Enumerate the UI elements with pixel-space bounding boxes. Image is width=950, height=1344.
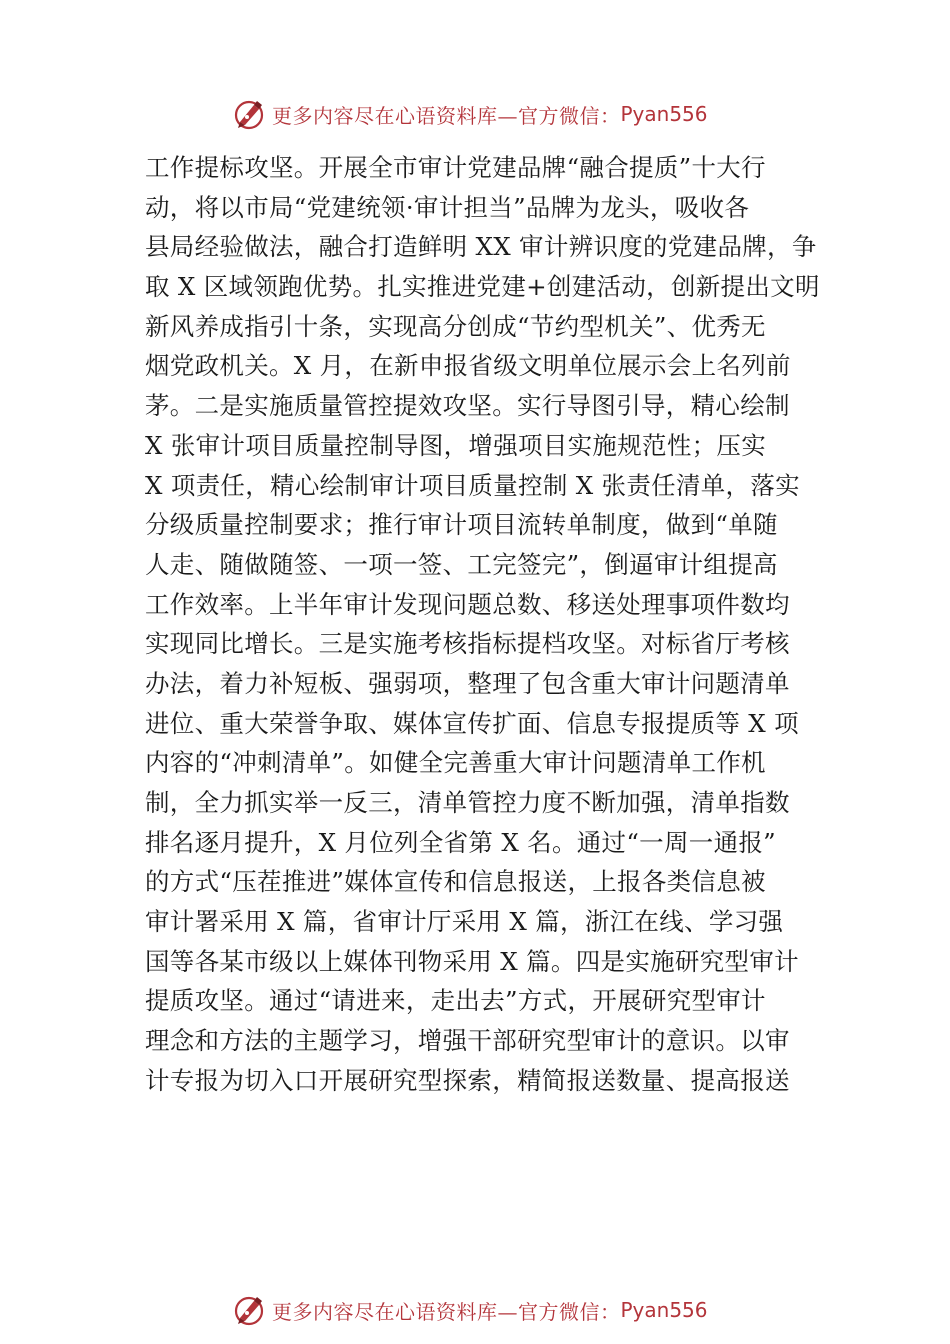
body-line: 排名逐月提升，X 月位列全省第 X 名。通过“一周一通报” [145, 827, 776, 857]
body-line: 烟党政机关。X 月，在新申报省级文明单位展示会上名列前 [145, 351, 791, 381]
body-line: 进位、重大荣誉争取、媒体宣传扩面、信息专报提质等 X 项 [145, 708, 799, 738]
header-watermark [232, 94, 752, 134]
body-line: 的方式“压茬推进”媒体宣传和信息报送，上报各类信息被 [145, 867, 766, 897]
body-line: 理念和方法的主题学习，增强干部研究型审计的意识。以审 [145, 1026, 790, 1056]
document-body [145, 148, 820, 1101]
body-line: 工作提标攻坚。开展全市审计党建品牌“融合提质”十大行 [145, 153, 766, 182]
body-line: 茅。二是实施质量管控提效攻坚。实行导图引导，精心绘制 [145, 391, 790, 421]
body-line: X 张审计项目质量控制导图，增强项目实施规范性；压实 [145, 430, 767, 460]
body-line: 分级质量控制要求；推行审计项目流转单制度，做到“单随 [145, 510, 778, 540]
body-line: X 项责任，精心绘制审计项目质量控制 X 张责任清单，落实 [145, 470, 800, 500]
body-line: 国等各某市级以上媒体刊物采用 X 篇。四是实施研究型审计 [145, 946, 799, 976]
body-line: 新风养成指引十条，实现高分创成“节约型机关”、优秀无 [145, 311, 766, 341]
watermark-wechat-id: Pyan556 [620, 1298, 708, 1322]
watermark-wechat-id: Pyan556 [620, 102, 708, 126]
watermark-text: 更多内容尽在心语资料库—官方微信： [272, 103, 621, 128]
body-line: 实现同比增长。三是实施考核指标提档攻坚。对标省厅考核 [145, 629, 790, 659]
body-line: 工作效率。上半年审计发现问题总数、移送处理事项件数均 [145, 589, 790, 619]
body-line: 动，将以市局“党建统领·审计担当”品牌为龙头，吸收各 [145, 192, 750, 222]
pen-seal-icon [232, 1292, 268, 1328]
body-line: 人走、随做随签、一项一签、工完签完”，倒逼审计组提高 [145, 549, 778, 579]
body-line: 办法，着力补短板、强弱项，整理了包含重大审计问题清单 [145, 668, 790, 698]
body-line: 提质攻坚。通过“请进来，走出去”方式，开展研究型审计 [145, 986, 766, 1016]
body-line: 审计署采用 X 篇，省审计厅采用 X 篇，浙江在线、学习强 [145, 907, 784, 937]
watermark-text: 更多内容尽在心语资料库—官方微信： [272, 1299, 621, 1324]
body-line: 制，全力抓实举一反三，清单管控力度不断加强，清单指数 [145, 788, 790, 817]
body-line: 内容的“冲刺清单”。如健全完善重大审计问题清单工作机 [145, 748, 766, 778]
body-line: 计专报为切入口开展研究型探索，精简报送数量、提高报送 [145, 1065, 790, 1095]
pen-seal-icon [232, 96, 268, 132]
body-line: 县局经验做法，融合打造鲜明 XX 审计辨识度的党建品牌，争 [145, 232, 817, 262]
body-line: 取 X 区域领跑优势。扎实推进党建+创建活动，创新提出文明 [145, 272, 820, 302]
footer-watermark [232, 1290, 752, 1330]
